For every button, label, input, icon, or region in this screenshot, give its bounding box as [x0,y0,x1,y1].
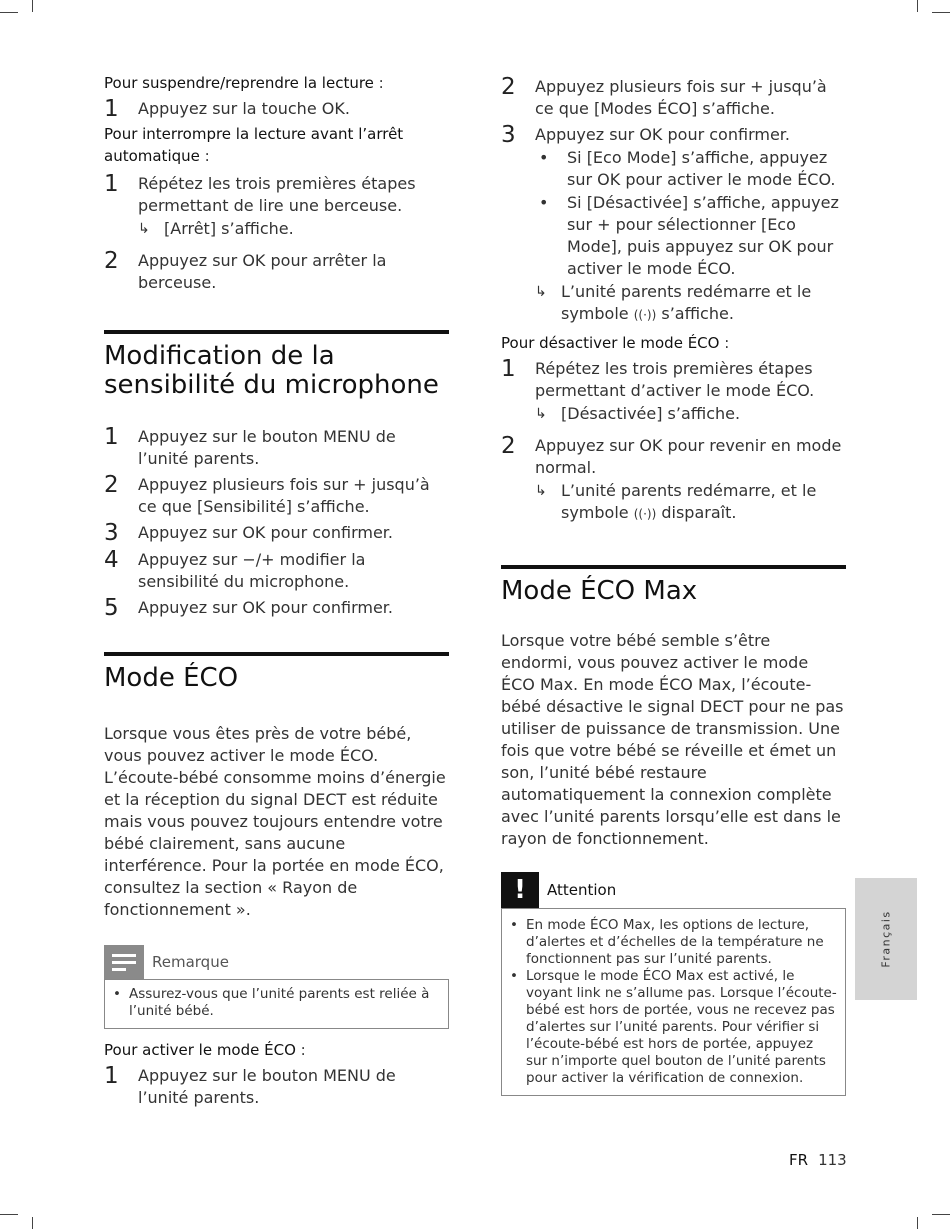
step-number: 3 [104,520,119,546]
step [104,549,449,593]
warning-item [510,968,837,1087]
step-bullet [535,147,846,191]
warning-text: En mode ÉCO Max, les options de lecture, d’alertes et d’échelles de la température ne fonctionnent pas sur l’unité parents. [526,917,824,967]
step-text: Appuyez sur OK pour revenir en mode normal. [535,436,842,477]
step-number: 5 [104,595,119,621]
sens-steps [104,426,449,620]
activate-label-text: Pour activer le mode ÉCO [104,1041,296,1059]
bullet-icon: • [539,148,549,167]
crop-mark [932,12,950,13]
step-text: Appuyez sur OK pour confirmer. [138,523,393,542]
bullet-icon: • [113,986,121,1002]
step-number: 1 [104,96,119,122]
bullet-icon: • [510,968,518,984]
step-result [138,218,449,240]
bullet-text: Si [Désactivée] s’affiche, appuyez sur + pour sélectionner [Eco Mode], puis appuyez sur OK pour activer le mode ÉCO. [567,193,839,278]
step-result [535,480,846,525]
step-result [535,281,846,326]
step [104,597,449,620]
step-text: Appuyez sur OK pour confirmer. [138,598,393,617]
step [501,435,846,525]
warning-box [501,908,846,1096]
section-title: Modification de la sensibilité du microphone [104,341,439,400]
colon: : [373,74,384,92]
note-header [104,945,449,979]
colon: : [295,1041,306,1059]
step-text: Appuyez plusieurs fois sur + jusqu’à ce que [Sensibilité] s’affiche. [138,475,430,516]
signal-icon: ((·)) [633,507,657,521]
step-number: 3 [501,122,516,148]
crop-mark [32,1217,33,1229]
section-title: Mode ÉCO Max [501,576,698,606]
section-rule [501,565,846,569]
note-box [104,979,449,1029]
language-label: Français [879,910,893,968]
step [501,76,846,120]
step [104,173,449,240]
step-text: Répétez les trois premières étapes permettant d’activer le mode ÉCO. [535,359,815,400]
deactivate-label-text: Pour désactiver le mode ÉCO [501,334,720,352]
warning-title: Attention [547,881,617,899]
step [501,124,846,326]
warning-item [510,917,837,968]
section-rule [104,652,449,656]
result-text: L’unité parents redémarre et le symbole [561,282,812,323]
crop-mark [0,12,18,13]
result-arrow-icon: ↳ [535,483,547,499]
result-text: [Désactivée] s’affiche. [561,404,741,423]
step-text: Appuyez plusieurs fois sur + jusqu’à ce que [Modes ÉCO] s’affiche. [535,77,827,118]
crop-mark [917,1217,918,1229]
eco-paragraph: Lorsque vous êtes près de votre bébé, vous pouvez activer le mode ÉCO. L’écoute-bébé consomme moins d’énergie et la réception du signal DECT est réduite mais vous pouvez toujours entendre votre bébé clairement, sans aucune interférence. Pour la portée en mode ÉCO, consultez la section « Rayon de fonctionnement ». [104,724,446,919]
step [104,426,449,470]
crop-mark [932,1214,950,1215]
crop-mark [917,0,918,12]
crop-mark [0,1214,18,1215]
result-text: L’unité parents redémarre, et le symbole [561,481,817,522]
left-column [104,72,449,1109]
exclamation-icon: ! [501,872,539,908]
warning-header [501,872,846,908]
result-text: s’affiche. [661,304,734,323]
section-title: Mode ÉCO [104,663,239,693]
step-number: 1 [104,171,119,197]
result-text: disparaît. [661,503,737,522]
page-number: 113 [818,1151,847,1169]
bullet-icon: • [510,917,518,933]
step-text: Appuyez sur OK pour arrêter la berceuse. [138,251,387,292]
pause-label [104,72,449,94]
note-icon [104,945,144,979]
step-text: Appuyez sur la touche OK. [138,99,350,118]
note-text: Assurez-vous que l’unité parents est reliée à l’unité bébé. [129,986,430,1019]
deactivate-label [501,332,846,354]
bullet-text: Si [Eco Mode] s’affiche, appuyez sur OK pour activer le mode ÉCO. [567,148,836,189]
step [104,1065,449,1109]
result-arrow-icon: ↳ [138,221,150,237]
step-number: 2 [104,248,119,274]
step [104,474,449,518]
step-number: 2 [501,74,516,100]
step-number: 1 [104,1063,119,1089]
step-text: Appuyez sur −/+ modifier la sensibilité du microphone. [138,550,366,591]
bullet-icon: • [539,193,549,212]
language-tab [855,878,917,1000]
step [104,522,449,545]
page-folio [789,1151,847,1169]
eco-max-paragraph: Lorsque votre bébé semble s’être endormi, vous pouvez activer le mode ÉCO Max. En mode ÉCO Max, l’écoute-bébé désactive le signal DECT pour ne pas utiliser de puissance de transmission. Une fois que votre bébé se réveille et émet un son, l’unité bébé restaure automatiquement la connexion complète avec l’unité parents lorsqu’elle est dans le rayon de fonctionnement. [501,631,844,848]
step-result [535,403,846,425]
step-bullet [535,192,846,280]
language-code: FR [789,1151,809,1169]
step-text: Répétez les trois premières étapes permettant de lire une berceuse. [138,174,416,215]
activate-label [104,1039,449,1061]
step-number: 1 [104,424,119,450]
signal-icon: ((·)) [633,308,657,322]
step-text: Appuyez sur le bouton MENU de l’unité parents. [138,1066,396,1107]
right-column [501,76,846,1096]
stop-label [104,123,449,167]
note-title: Remarque [152,953,229,971]
colon: : [199,147,210,165]
crop-mark [32,0,33,12]
step-number: 4 [104,547,119,573]
step [104,98,449,121]
pause-label-text: Pour suspendre/reprendre la lecture [104,74,374,92]
result-arrow-icon: ↳ [535,406,547,422]
warning-text: Lorsque le mode ÉCO Max est activé, le voyant link ne s’allume pas. Lorsque l’écoute-bébé est hors de portée, vous ne recevez pas d’alertes sur l’unité parents. Pour vérifier si l’écoute-bébé est hors de portée, appuyez sur n’importe quel bouton de l’unité parents pour activer la vérification de connexion. [526,968,837,1086]
colon: : [719,334,730,352]
step-text: Appuyez sur le bouton MENU de l’unité parents. [138,427,396,468]
result-arrow-icon: ↳ [535,284,547,300]
step-text: Appuyez sur OK pour confirmer. [535,125,790,144]
step [501,358,846,425]
stop-label-text: Pour interrompre la lecture avant l’arrêt automatique [104,125,404,165]
step-number: 2 [501,433,516,459]
section-rule [104,330,449,334]
step [104,250,449,294]
result-text: [Arrêt] s’affiche. [164,219,294,238]
note-item [113,986,440,1020]
step-number: 1 [501,356,516,382]
step-number: 2 [104,472,119,498]
